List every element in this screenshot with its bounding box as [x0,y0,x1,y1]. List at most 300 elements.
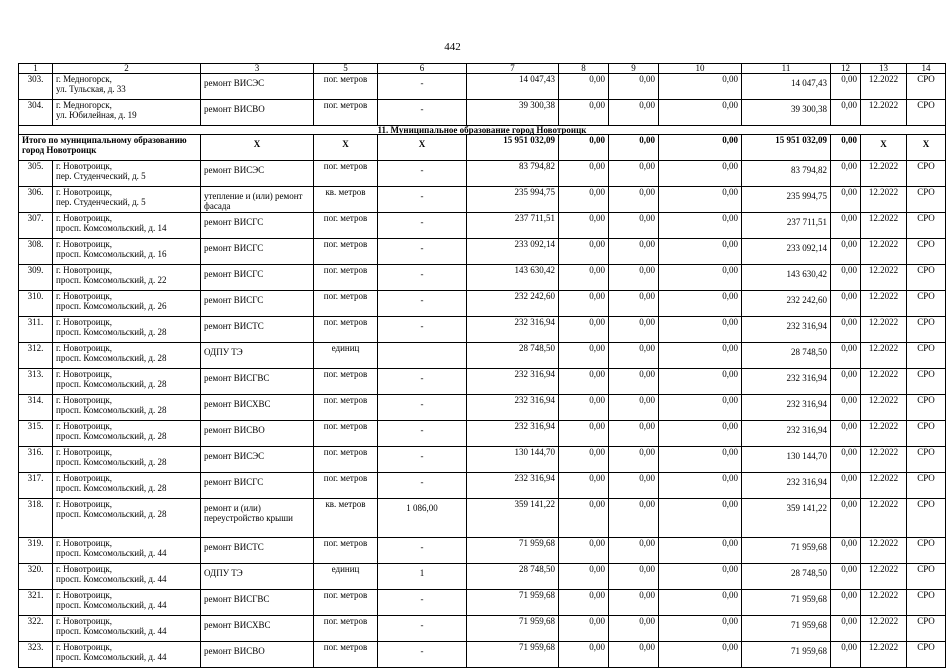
value-cell: 28 748,50 [467,564,559,590]
work-type-cell: ремонт и (или) переустройство крыши [201,499,314,538]
address-cell [53,369,201,395]
value-cell: 28 748,50 [742,564,831,590]
value-cell: 0,00 [559,100,609,126]
work-type-cell: ремонт ВИСГВС [201,369,314,395]
table-row [19,564,946,590]
row-number-cell: 312. [19,343,53,369]
value-cell: 0,00 [659,317,742,343]
row-number-cell: 320. [19,564,53,590]
table-row [19,421,946,447]
value-cell: 235 994,75 [467,187,559,213]
value-cell: 0,00 [609,447,659,473]
header-cell: 8 [559,64,609,74]
quantity-cell: - [378,317,467,343]
deadline-cell: 12.2022 [861,213,907,239]
unit-cell: пог. метров [314,291,378,317]
address-line: г. Новотроицк, [56,473,113,483]
total-cell: Х [201,135,314,161]
row-number-cell: 319. [19,538,53,564]
value-cell: 0,00 [831,161,861,187]
method-cell: СРО [907,343,946,369]
quantity-cell: - [378,447,467,473]
value-cell: 39 300,38 [467,100,559,126]
method-cell: СРО [907,473,946,499]
address-line: просп. Комсомольский, д. 44 [56,548,167,558]
address-cell [53,74,201,100]
work-type-cell: ремонт ВИСВО [201,421,314,447]
table-row [19,447,946,473]
table-row [19,499,946,538]
value-cell: 359 141,22 [742,499,831,538]
unit-cell: пог. метров [314,642,378,668]
value-cell: 0,00 [609,616,659,642]
value-cell: 0,00 [659,499,742,538]
value-cell: 0,00 [659,74,742,100]
value-cell: 0,00 [831,538,861,564]
table-row [19,239,946,265]
row-number-cell: 308. [19,239,53,265]
value-cell: 0,00 [659,187,742,213]
value-cell: 0,00 [831,616,861,642]
header-cell: 7 [467,64,559,74]
header-cell: 11 [742,64,831,74]
header-cell: 13 [861,64,907,74]
quantity-cell: - [378,291,467,317]
unit-cell: пог. метров [314,590,378,616]
table-row [19,590,946,616]
header-cell: 9 [609,64,659,74]
value-cell: 232 316,94 [742,421,831,447]
table-row [19,616,946,642]
value-cell: 0,00 [609,395,659,421]
address-line: г. Новотроицк, [56,395,113,405]
work-type-cell: ремонт ВИСВО [201,100,314,126]
value-cell: 0,00 [831,395,861,421]
quantity-cell: - [378,642,467,668]
work-type-cell: ремонт ВИСГС [201,213,314,239]
method-cell: СРО [907,291,946,317]
value-cell: 0,00 [831,447,861,473]
value-cell: 0,00 [831,100,861,126]
value-cell: 0,00 [609,421,659,447]
value-cell: 232 316,94 [742,369,831,395]
value-cell: 0,00 [559,616,609,642]
address-line: г. Новотроицк, [56,499,113,509]
value-cell: 0,00 [659,291,742,317]
method-cell: СРО [907,590,946,616]
value-cell: 0,00 [659,590,742,616]
address-line: пер. Студенческий, д. 5 [56,171,146,181]
section-row [19,126,946,135]
address-cell [53,421,201,447]
address-line: просп. Комсомольский, д. 14 [56,223,167,233]
header-cell: 14 [907,64,946,74]
value-cell: 0,00 [659,473,742,499]
value-cell: 0,00 [559,538,609,564]
value-cell: 83 794,82 [467,161,559,187]
address-cell [53,538,201,564]
row-number-cell: 321. [19,590,53,616]
table-row [19,473,946,499]
value-cell: 0,00 [609,100,659,126]
address-cell [53,447,201,473]
address-line: г. Новотроицк, [56,317,113,327]
address-line: г. Новотроицк, [56,616,113,626]
value-cell: 232 316,94 [467,395,559,421]
address-line: г. Новотроицк, [56,538,113,548]
total-cell: Х [314,135,378,161]
method-cell: СРО [907,499,946,538]
quantity-cell: - [378,187,467,213]
row-number-cell: 304. [19,100,53,126]
value-cell: 143 630,42 [467,265,559,291]
value-cell: 0,00 [609,499,659,538]
address-line: просп. Комсомольский, д. 28 [56,431,167,441]
value-cell: 0,00 [559,642,609,668]
deadline-cell: 12.2022 [861,564,907,590]
address-line: просп. Комсомольский, д. 28 [56,379,167,389]
value-cell: 71 959,68 [742,642,831,668]
address-line: просп. Комсомольский, д. 44 [56,652,167,662]
table-row [19,343,946,369]
work-type-cell: ремонт ВИСГС [201,265,314,291]
method-cell: СРО [907,564,946,590]
row-number-cell: 323. [19,642,53,668]
value-cell: 0,00 [559,473,609,499]
value-cell: 71 959,68 [742,590,831,616]
quantity-cell: - [378,369,467,395]
value-cell: 0,00 [559,74,609,100]
address-line: ул. Тульская, д. 33 [56,84,126,94]
address-line: просп. Комсомольский, д. 28 [56,353,167,363]
value-cell: 232 316,94 [467,473,559,499]
value-cell: 0,00 [559,291,609,317]
value-cell: 0,00 [559,395,609,421]
address-line: просп. Комсомольский, д. 22 [56,275,167,285]
value-cell: 0,00 [609,343,659,369]
value-cell: 0,00 [609,538,659,564]
address-line: просп. Комсомольский, д. 28 [56,509,167,519]
value-cell: 0,00 [559,187,609,213]
deadline-cell: 12.2022 [861,161,907,187]
value-cell: 0,00 [659,395,742,421]
address-line: г. Новотроицк, [56,564,113,574]
address-line: г. Новотроицк, [56,239,113,249]
value-cell: 71 959,68 [467,616,559,642]
value-cell: 359 141,22 [467,499,559,538]
value-cell: 232 316,94 [742,473,831,499]
value-cell: 232 242,60 [742,291,831,317]
deadline-cell: 12.2022 [861,343,907,369]
row-number-cell: 303. [19,74,53,100]
value-cell: 14 047,43 [742,74,831,100]
unit-cell: пог. метров [314,616,378,642]
quantity-cell: - [378,395,467,421]
deadline-cell: 12.2022 [861,590,907,616]
value-cell: 235 994,75 [742,187,831,213]
address-cell [53,499,201,538]
quantity-cell: - [378,473,467,499]
deadline-cell: 12.2022 [861,642,907,668]
value-cell: 232 316,94 [467,369,559,395]
address-line: пер. Студенческий, д. 5 [56,197,146,207]
address-cell [53,213,201,239]
quantity-cell: - [378,421,467,447]
value-cell: 0,00 [659,538,742,564]
value-cell: 71 959,68 [742,538,831,564]
total-cell: Х [907,135,946,161]
work-type-cell: ремонт ВИСЭС [201,447,314,473]
page-number: 442 [444,41,461,53]
work-type-cell: ремонт ВИСГС [201,239,314,265]
unit-cell: пог. метров [314,239,378,265]
value-cell: 232 316,94 [742,395,831,421]
address-line: г. Медногорск, [56,74,112,84]
method-cell: СРО [907,100,946,126]
total-cell: 15 951 032,09 [742,135,831,161]
address-line: г. Новотроицк, [56,642,113,652]
value-cell: 0,00 [659,616,742,642]
value-cell: 0,00 [659,447,742,473]
value-cell: 0,00 [831,317,861,343]
value-cell: 130 144,70 [742,447,831,473]
method-cell: СРО [907,161,946,187]
address-line: просп. Комсомольский, д. 28 [56,327,167,337]
program-table [18,63,946,668]
header-cell: 5 [314,64,378,74]
address-cell [53,265,201,291]
total-cell: 0,00 [831,135,861,161]
unit-cell: единиц [314,564,378,590]
address-line: просп. Комсомольский, д. 28 [56,457,167,467]
table-row [19,100,946,126]
table-row [19,369,946,395]
value-cell: 0,00 [609,291,659,317]
value-cell: 237 711,51 [742,213,831,239]
value-cell: 0,00 [659,642,742,668]
value-cell: 71 959,68 [467,590,559,616]
value-cell: 0,00 [659,369,742,395]
deadline-cell: 12.2022 [861,473,907,499]
value-cell: 232 316,94 [467,317,559,343]
value-cell: 143 630,42 [742,265,831,291]
header-cell: 10 [659,64,742,74]
value-cell: 39 300,38 [742,100,831,126]
value-cell: 0,00 [659,421,742,447]
table-row [19,291,946,317]
table-row [19,317,946,343]
quantity-cell: - [378,616,467,642]
row-number-cell: 314. [19,395,53,421]
address-line: просп. Комсомольский, д. 44 [56,574,167,584]
work-type-cell: ремонт ВИСХВС [201,395,314,421]
value-cell: 0,00 [559,317,609,343]
value-cell: 0,00 [831,265,861,291]
unit-cell: пог. метров [314,369,378,395]
method-cell: СРО [907,74,946,100]
row-number-cell: 306. [19,187,53,213]
work-type-cell: ремонт ВИСЭС [201,161,314,187]
address-cell [53,239,201,265]
quantity-cell: - [378,74,467,100]
value-cell: 0,00 [831,74,861,100]
work-type-cell: ОДПУ ТЭ [201,343,314,369]
row-number-cell: 310. [19,291,53,317]
value-cell: 0,00 [609,564,659,590]
value-cell: 0,00 [609,473,659,499]
value-cell: 237 711,51 [467,213,559,239]
value-cell: 0,00 [831,239,861,265]
deadline-cell: 12.2022 [861,538,907,564]
quantity-cell: 1 086,00 [378,499,467,538]
unit-cell: кв. метров [314,187,378,213]
value-cell: 0,00 [559,590,609,616]
value-cell: 0,00 [831,369,861,395]
address-cell [53,564,201,590]
deadline-cell: 12.2022 [861,239,907,265]
value-cell: 0,00 [831,590,861,616]
address-cell [53,642,201,668]
value-cell: 28 748,50 [467,343,559,369]
value-cell: 0,00 [559,239,609,265]
method-cell: СРО [907,447,946,473]
method-cell: СРО [907,642,946,668]
address-line: г. Новотроицк, [56,291,113,301]
deadline-cell: 12.2022 [861,421,907,447]
total-row [19,135,946,161]
address-cell [53,187,201,213]
value-cell: 233 092,14 [742,239,831,265]
unit-cell: пог. метров [314,538,378,564]
unit-cell: пог. метров [314,395,378,421]
value-cell: 83 794,82 [742,161,831,187]
method-cell: СРО [907,616,946,642]
table-row [19,161,946,187]
value-cell: 0,00 [659,161,742,187]
row-number-cell: 317. [19,473,53,499]
value-cell: 0,00 [559,421,609,447]
row-number-cell: 315. [19,421,53,447]
value-cell: 232 316,94 [467,421,559,447]
work-type-cell: ремонт ВИСХВС [201,616,314,642]
address-line: просп. Комсомольский, д. 44 [56,600,167,610]
total-cell: 15 951 032,09 [467,135,559,161]
deadline-cell: 12.2022 [861,369,907,395]
quantity-cell: - [378,161,467,187]
total-label: Итого по муниципальному образованию город Новотроицк [19,135,201,161]
value-cell: 0,00 [659,213,742,239]
table-row [19,74,946,100]
table-row [19,538,946,564]
value-cell: 14 047,43 [467,74,559,100]
method-cell: СРО [907,265,946,291]
value-cell: 232 316,94 [742,317,831,343]
address-line: г. Новотроицк, [56,161,113,171]
unit-cell: пог. метров [314,161,378,187]
method-cell: СРО [907,187,946,213]
value-cell: 71 959,68 [467,642,559,668]
quantity-cell: - [378,239,467,265]
value-cell: 0,00 [559,369,609,395]
address-line: просп. Комсомольский, д. 28 [56,405,167,415]
section-title: 11. Муниципальное образование город Новотроицк [19,126,946,135]
unit-cell: пог. метров [314,473,378,499]
value-cell: 0,00 [559,564,609,590]
quantity-cell: - [378,100,467,126]
value-cell: 0,00 [609,239,659,265]
work-type-cell: ремонт ВИСГС [201,291,314,317]
quantity-cell: - [378,265,467,291]
address-line: просп. Комсомольский, д. 26 [56,301,167,311]
value-cell: 0,00 [609,590,659,616]
value-cell: 0,00 [831,343,861,369]
address-line: г. Новотроицк, [56,447,113,457]
work-type-cell: ремонт ВИСЭС [201,74,314,100]
method-cell: СРО [907,317,946,343]
unit-cell: пог. метров [314,421,378,447]
address-line: просп. Комсомольский, д. 44 [56,626,167,636]
address-line: г. Новотроицк, [56,213,113,223]
address-cell [53,100,201,126]
value-cell: 0,00 [659,100,742,126]
value-cell: 0,00 [609,369,659,395]
header-cell: 12 [831,64,861,74]
value-cell: 0,00 [559,447,609,473]
value-cell: 0,00 [559,213,609,239]
header-cell: 2 [53,64,201,74]
value-cell: 0,00 [559,499,609,538]
table-row [19,265,946,291]
total-cell: Х [378,135,467,161]
address-cell [53,161,201,187]
unit-cell: кв. метров [314,499,378,538]
value-cell: 0,00 [831,187,861,213]
value-cell: 0,00 [609,213,659,239]
quantity-cell: 1 [378,564,467,590]
method-cell: СРО [907,369,946,395]
method-cell: СРО [907,239,946,265]
value-cell: 0,00 [831,473,861,499]
address-line: г. Новотроицк, [56,369,113,379]
unit-cell: пог. метров [314,74,378,100]
address-line: просп. Комсомольский, д. 16 [56,249,167,259]
work-type-cell: ОДПУ ТЭ [201,564,314,590]
header-cell: 3 [201,64,314,74]
work-type-cell: ремонт ВИСВО [201,642,314,668]
table-row [19,395,946,421]
address-line: г. Новотроицк, [56,187,113,197]
value-cell: 0,00 [659,239,742,265]
unit-cell: пог. метров [314,317,378,343]
deadline-cell: 12.2022 [861,265,907,291]
unit-cell: пог. метров [314,213,378,239]
method-cell: СРО [907,395,946,421]
value-cell: 0,00 [659,564,742,590]
value-cell: 233 092,14 [467,239,559,265]
work-type-cell: ремонт ВИСТС [201,538,314,564]
value-cell: 0,00 [559,265,609,291]
work-type-cell: утепление и (или) ремонт фасада [201,187,314,213]
address-line: ул. Юбилейная, д. 19 [56,110,137,120]
quantity-cell: - [378,590,467,616]
deadline-cell: 12.2022 [861,100,907,126]
header-cell: 1 [19,64,53,74]
deadline-cell: 12.2022 [861,317,907,343]
address-cell [53,343,201,369]
value-cell: 28 748,50 [742,343,831,369]
method-cell: СРО [907,213,946,239]
address-cell [53,395,201,421]
